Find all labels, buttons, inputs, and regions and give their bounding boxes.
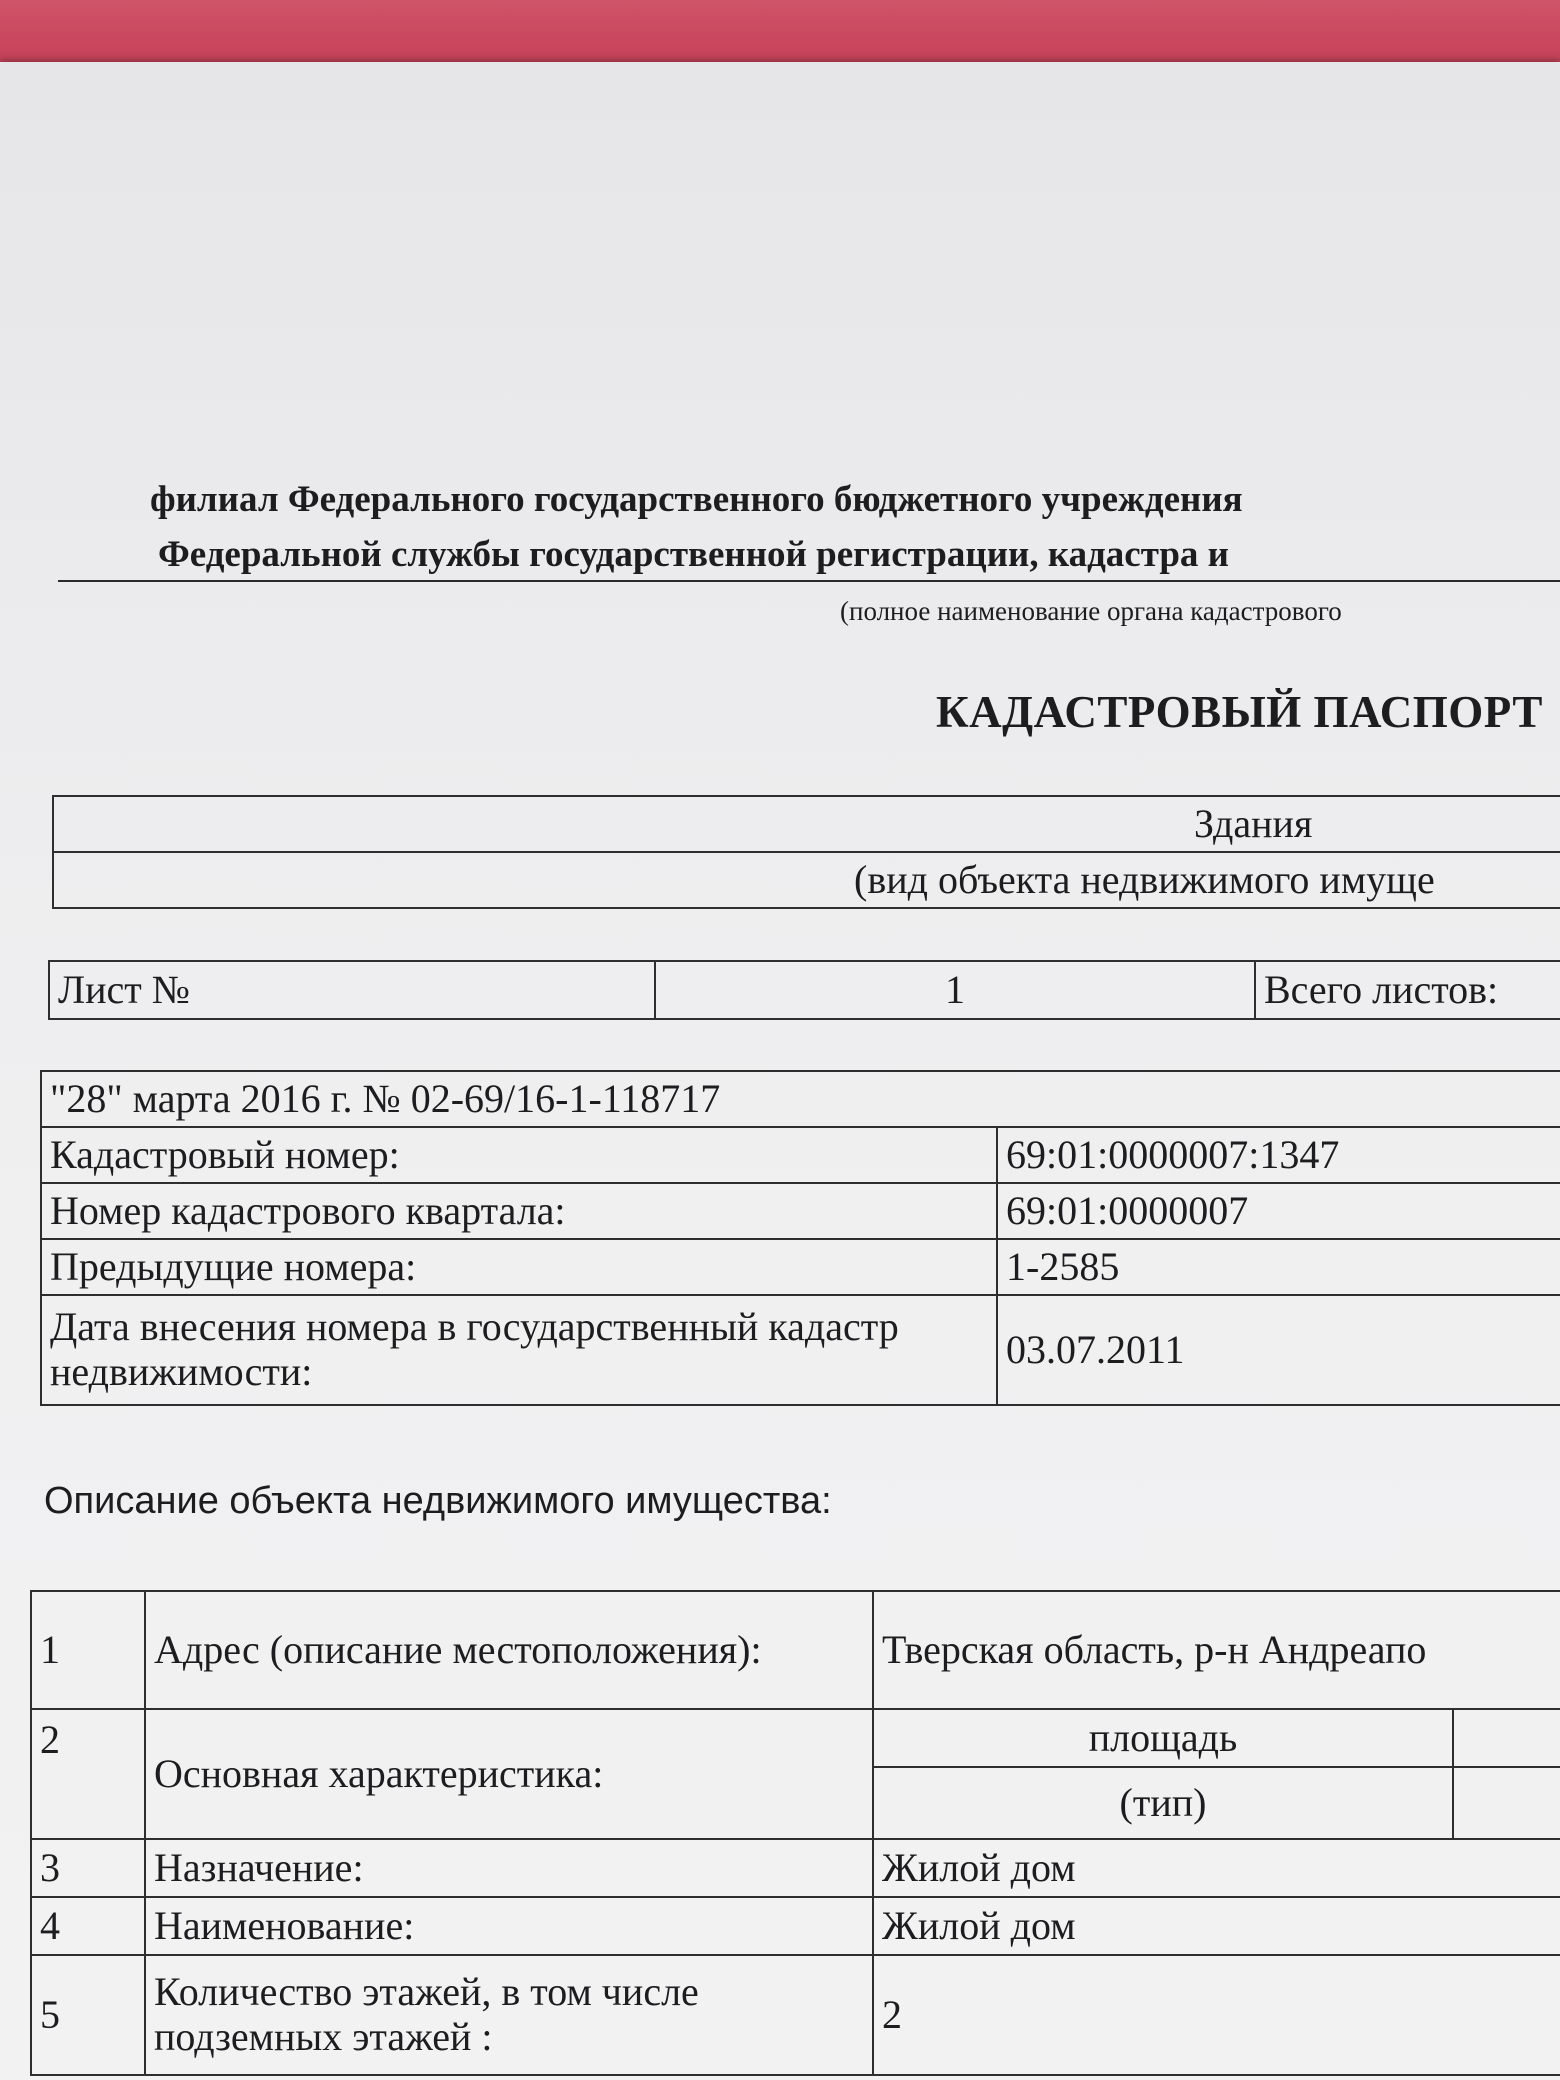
purpose-label: Назначение: <box>145 1839 873 1897</box>
header-underline <box>58 580 1560 582</box>
table-row <box>41 1239 1560 1295</box>
table-row <box>31 1709 1560 1767</box>
sheet-number: 1 <box>655 961 1255 1019</box>
sheet-total-label: Всего листов: <box>1255 961 1560 1019</box>
table-row <box>41 1127 1560 1183</box>
registration-date-label: Дата внесения номера в государственный кадастр недвижимости: <box>41 1295 997 1405</box>
name-value: Жилой дом <box>873 1897 1560 1955</box>
registry-date-line: "28" марта 2016 г. № 02-69/16-1-118717 <box>41 1071 1560 1127</box>
cadastral-quarter-value: 69:01:0000007 <box>997 1183 1560 1239</box>
characteristic-type-caption: (тип) <box>873 1767 1453 1839</box>
table-row <box>41 1295 1560 1405</box>
header-line-2: Федеральной службы государственной регистрации, кадастра и <box>158 534 1229 575</box>
characteristic-kind: площадь <box>873 1709 1453 1767</box>
sheet-label: Лист № <box>49 961 655 1019</box>
floors-label: Количество этажей, в том числе подземных этажей : <box>145 1955 873 2075</box>
sheet-table <box>48 960 1560 1020</box>
object-kind-table <box>52 795 1560 909</box>
registration-date-value: 03.07.2011 <box>997 1295 1560 1405</box>
object-kind-value: Здания <box>53 796 1560 852</box>
address-value: Тверская область, р-н Андреапо <box>873 1591 1560 1709</box>
name-label: Наименование: <box>145 1897 873 1955</box>
description-heading: Описание объекта недвижимого имущества: <box>44 1480 832 1522</box>
cadastral-quarter-label: Номер кадастрового квартала: <box>41 1183 997 1239</box>
row-number: 2 <box>31 1709 145 1839</box>
table-row <box>41 1183 1560 1239</box>
header-note: (полное наименование органа кадастрового <box>840 596 1342 626</box>
row-number: 1 <box>31 1591 145 1709</box>
row-number: 4 <box>31 1897 145 1955</box>
main-characteristic-label: Основная характеристика: <box>145 1709 873 1839</box>
floors-value: 2 <box>873 1955 1560 2075</box>
characteristic-unit-cell <box>1453 1767 1560 1839</box>
table-row <box>31 1591 1560 1709</box>
previous-numbers-label: Предыдущие номера: <box>41 1239 997 1295</box>
address-label: Адрес (описание местоположения): <box>145 1591 873 1709</box>
table-row <box>31 1897 1560 1955</box>
characteristic-value-cell <box>1453 1709 1560 1767</box>
cadastral-number-label: Кадастровый номер: <box>41 1127 997 1183</box>
row-number: 3 <box>31 1839 145 1897</box>
table-row <box>31 1955 1560 2075</box>
document-title: КАДАСТРОВЫЙ ПАСПОРТ <box>936 687 1543 737</box>
table-row <box>31 1839 1560 1897</box>
row-number: 5 <box>31 1955 145 2075</box>
previous-numbers-value: 1-2585 <box>997 1239 1560 1295</box>
object-kind-caption: (вид объекта недвижимого имуще <box>53 852 1560 908</box>
header-line-1: филиал Федерального государственного бюджетного учреждения <box>150 479 1243 520</box>
description-table <box>30 1590 1560 2076</box>
registry-table <box>40 1070 1560 1406</box>
cadastral-number-value: 69:01:0000007:1347 <box>997 1127 1560 1183</box>
purpose-value: Жилой дом <box>873 1839 1560 1897</box>
